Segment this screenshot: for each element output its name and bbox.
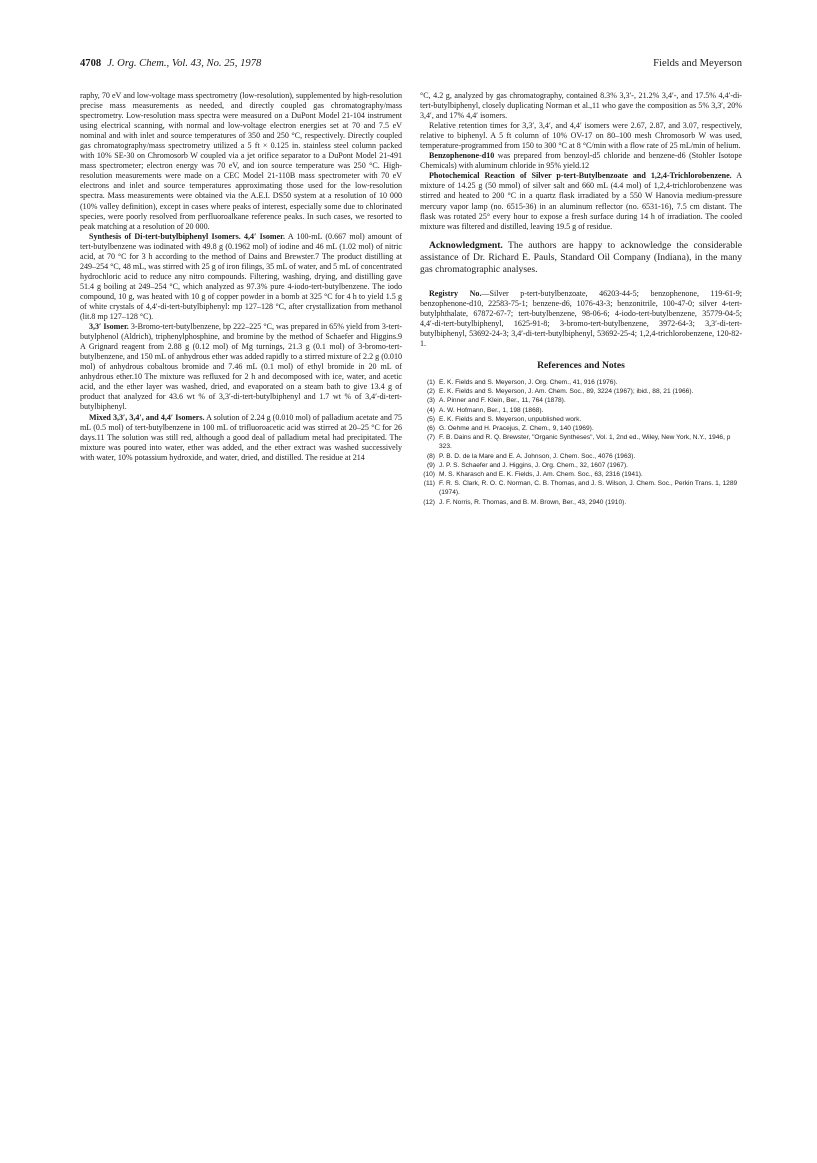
reference-text: J. F. Norris, R. Thomas, and B. M. Brown, Ber., 43, 2940 (1910). bbox=[439, 498, 627, 506]
reference-number: (6) bbox=[426, 425, 435, 432]
mixed-isomers-paragraph bbox=[80, 413, 402, 463]
reference-item bbox=[420, 461, 742, 470]
acknowledgment bbox=[420, 240, 742, 276]
reference-number: (3) bbox=[426, 397, 435, 405]
running-authors: Fields and Meyerson bbox=[653, 58, 742, 69]
reference-number: (11) bbox=[423, 480, 435, 488]
registry-numbers bbox=[420, 289, 742, 349]
reference-number: (8) bbox=[426, 452, 435, 460]
paragraph-body: A solution of 2.24 g (0.010 mol) of palladium acetate and 75 mL (0.5 mol) of tert-butylbenzene in 100 mL of trifluoroacetic acid was stirred at 20–25 °C for 26 days.11 The solution was still red, although a good deal of palladium metal had precipitated. The mixture was poured into water, ether was added, and the ether extract was washed successively with water, 10% potassium hydroxide, and water, dried, and distilled. The residue at 214 bbox=[80, 412, 402, 462]
paragraph-body: 3-Bromo-tert-butylbenzene, bp 222–225 °C, was prepared in 65% yield from 3-tert-butylphenol (Aldrich), triphenylphosphine, and bromine by the method of Schaefer and Higgins.9 A Grignard reagent from 2.88 g (0.12 mol) of Mg turnings, 21.3 g (0.1 mol) of 3-bromo-tert-butylbenzene, and 150 mL of anhydrous ether was added rapidly to a stirred mixture of 2.2 g (0.010 mol) of anhydrous cobaltous bromide and 7.46 mL (0.1 mol) of ethyl bromide in 20 mL of anhydrous ether.10 The mixture was refluxed for 2 h and decomposed with ice, water, and acetic acid, and the ether layer was washed, dried, and evaporated on a steam bath to give 13.4 g of product that analyzed for 43.6 wt % of 3,3′-di-tert-butylbiphenyl and 1.7 wt % of 3,4′-di-tert-butylbiphenyl. bbox=[80, 322, 402, 412]
reference-number: (1) bbox=[426, 378, 435, 386]
reference-number: (9) bbox=[426, 461, 435, 469]
references-heading: References and Notes bbox=[537, 359, 625, 371]
synthesis-44-paragraph bbox=[80, 232, 402, 322]
acknowledgment-heading: Acknowledgment. bbox=[429, 239, 503, 251]
reference-item bbox=[420, 406, 742, 415]
reference-item bbox=[420, 433, 742, 451]
reference-item bbox=[420, 479, 742, 497]
acknowledgment-body: The authors are happy to acknowledge the considerable assistance of Dr. Richard E. Pauls, Standard Oil Company (Indiana), in the many gas chromatographic analyses. bbox=[420, 239, 742, 275]
left-column bbox=[80, 91, 402, 463]
reference-item bbox=[420, 424, 742, 433]
running-header bbox=[80, 58, 742, 74]
reference-item bbox=[420, 396, 742, 405]
reference-number: (12) bbox=[423, 498, 435, 506]
continued-paragraph: °C, 4.2 g, analyzed by gas chromatography, contained 8.3% 3,3′-, 21.2% 3,4′-, and 17.5% 4,4′-di-tert-butylbiphenyl, closely duplicating Norman et al.,11 who gave the composition as 5% 3,3′, 20% 3,4′, and 17% 4,4′ isomers. bbox=[420, 91, 742, 121]
paragraph-body: was prepared from benzoyl-d5 chloride and benzene-d6 (Stohler Isotope Chemicals) with aluminum chloride in 95% yield.12 bbox=[420, 151, 743, 171]
registry-heading: Registry No. bbox=[429, 288, 482, 298]
references-list bbox=[420, 378, 742, 507]
reference-text: J. P. S. Schaefer and J. Higgins, J. Org. Chem., 32, 1607 (1967). bbox=[439, 461, 628, 469]
run-in-heading: Benzophenone-d10 bbox=[429, 151, 495, 161]
photochemical-paragraph bbox=[420, 171, 742, 231]
reference-text: E. K. Fields and S. Meyerson, J. Am. Chem. Soc., 89, 3224 (1967); ibid., 88, 21 (1966). bbox=[439, 388, 694, 396]
page-number: 4708 bbox=[80, 58, 102, 69]
reference-text: P. B. D. de la Mare and E. A. Johnson, J. Chem. Soc., 4076 (1963). bbox=[439, 452, 636, 460]
reference-number: (4) bbox=[426, 406, 435, 414]
reference-text: A. Pinner and F. Klein, Ber., 11, 764 (1878). bbox=[439, 397, 566, 405]
reference-text: A. W. Hofmann, Ber., 1, 198 (1868). bbox=[439, 406, 544, 414]
reference-item bbox=[420, 452, 742, 461]
paragraph-body: A mixture of 14.25 g (50 mmol) of silver salt and 660 mL (4.4 mol) of 1,2,4-trichlorobenzene was stirred and heated to 200 °C in a quartz flask irradiated by a 550 W Hanovia medium-pressure mercury vapor lamp (no. 6515-36) in an aluminum reflector (no. 6531-16), 7.5 cm distant. The flask was rotated 25° every hour to expose a fresh surface during 14 h of irradiation. The cooled mixture was filtered and distilled, leaving 19.5 g of residue. bbox=[420, 171, 743, 231]
benzophenone-paragraph bbox=[420, 151, 742, 171]
reference-text: F. B. Dains and R. Q. Brewster, "Organic Syntheses", Vol. 1, 2nd ed., Wiley, New York, N.Y., 1946, p 323. bbox=[439, 434, 731, 451]
run-in-heading: 3,3′ Isomer. bbox=[89, 322, 129, 332]
reference-item bbox=[420, 387, 742, 396]
paragraph-body: A 100-mL (0.667 mol) amount of tert-butylbenzene was iodinated with 49.8 g (0.1962 mol) of iodine and 46 mL (1.02 mol) of nitric acid, at 70 °C for 3 h according to the method of Dains and Brewster.7 The product distilling at 249–254 °C, 48 mL, was stirred with 25 g of iron filings, 35 mL of water, and 5 mL of concentrated hydrochloric acid to reduce any nitro compounds. Filtering, washing, drying, and distilling gave 51.4 g boiling at 249–254 °C, which analyzed as 97.3% pure 4-iodo-tert-butylbenzene. The iodo compound, 10 g, was heated with 10 g of copper powder in a bomb at 325 °C for 4 h to yield 1.5 g of white crystals of 4,4′-di-tert-butylbiphenyl: mp 127–128 °C, after crystallization from methanol (lit.8 mp 127–128 °C). bbox=[80, 231, 402, 322]
run-in-heading: Mixed 3,3′, 3,4′, and 4,4′ Isomers. bbox=[89, 412, 205, 422]
reference-text: G. Oehme and H. Pracejus, Z. Chem., 9, 140 (1969). bbox=[439, 425, 594, 432]
reference-number: (10) bbox=[423, 471, 435, 479]
reference-number: (5) bbox=[426, 415, 435, 423]
reference-item bbox=[420, 415, 742, 424]
reference-item bbox=[420, 378, 742, 387]
reference-text: M. S. Kharasch and E. K. Fields, J. Am. Chem. Soc., 63, 2316 (1941). bbox=[439, 471, 643, 479]
run-in-heading: Synthesis of Di-tert-butylbiphenyl Isomers. 4,4′ Isomer. bbox=[89, 231, 286, 241]
reference-text: F. R. S. Clark, R. O. C. Norman, C. B. Thomas, and J. S. Wilson, J. Chem. Soc., Perkin Trans. 1, 1289 (1974). bbox=[439, 480, 738, 497]
journal-citation: J. Org. Chem., Vol. 43, No. 25, 1978 bbox=[107, 58, 262, 69]
reference-text: E. K. Fields and S. Meyerson, unpublished work. bbox=[439, 415, 582, 423]
reference-number: (2) bbox=[426, 388, 435, 396]
retention-paragraph: Relative retention times for 3,3′, 3,4′, and 4,4′ isomers were 2.67, 2.87, and 3.07, respectively, relative to biphenyl. A 5 ft column of 10% OV-17 on 80–100 mesh Chromosorb W was used, temperature-programmed from 150 to 300 °C at 8 °C/min with a flow rate of 25 mL/min of helium. bbox=[420, 121, 742, 151]
experimental-paragraph: raphy, 70 eV and low-voltage mass spectrometry (low-resolution), supplemented by high-resolution precise mass measurements as needed, and directly coupled gas chromatography/mass spectrometry. Low-resolution mass spectra were measured on a DuPont Model 21-104 instrument using electrical scanning, with normal and low-voltage electron energies set at 70 and 7.5 eV nominal and with inlet and source temperatures of 350 and 250 °C, respectively. Directly coupled gas chromatography/mass spectrometry utilized a 5 ft × 0.125 in. stainless steel column packed with 10% SE-30 on Chromosorb W coupled via a jet orifice separator to a DuPont Model 21-491 mass spectrometer; electron energy was 70 eV, and ion source temperature was 250 °C. High-resolution measurements were made on a CEC Model 21-110B mass spectrometer with 70 eV electrons and inlet and source temperatures approximating those used for the low-resolution spectra. Mass measurements were obtained via the A.E.I. DS50 system at a resolution of 10 000 (10% valley definition), except in cases where peaks of interest, especially some due to chlorinated species, were poorly resolved from perfluoroalkane reference peaks. In such cases, we resorted to peak matching at a resolution of 20 000. bbox=[80, 91, 402, 231]
reference-number: (7) bbox=[426, 434, 435, 442]
reference-item bbox=[420, 498, 742, 507]
registry-body: —Silver p-tert-butylbenzoate, 46203-44-5; benzophenone, 119-61-9; benzophenone-d10, 22583-75-1; benzene-d6, 1076-43-3; benzonitrile, 100-47-0; silver 4-tert-butylphthalate, 67872-67-7; tert-butylbenzene, 98-06-6; 4-iodo-tert-butylbenzene, 35779-04-5; 4,4′-di-tert-butylbiphenyl, 1625-91-8; 3-bromo-tert-butylbenzene, 3972-64-3; 3,3′-di-tert-butylbiphenyl, 53692-24-3; 3,4′-di-tert-butylbiphenyl, 53692-25-4; 1,2,4-trichlorobenzene, 120-82-1. bbox=[420, 288, 742, 348]
synthesis-33-paragraph bbox=[80, 322, 402, 412]
right-column bbox=[420, 91, 742, 507]
run-in-heading: Photochemical Reaction of Silver p-tert-Butylbenzoate and 1,2,4-Trichlorobenzene. bbox=[429, 171, 732, 181]
reference-text: E. K. Fields and S. Meyerson, J. Org. Chem., 41, 916 (1976). bbox=[439, 378, 618, 386]
reference-item bbox=[420, 470, 742, 479]
